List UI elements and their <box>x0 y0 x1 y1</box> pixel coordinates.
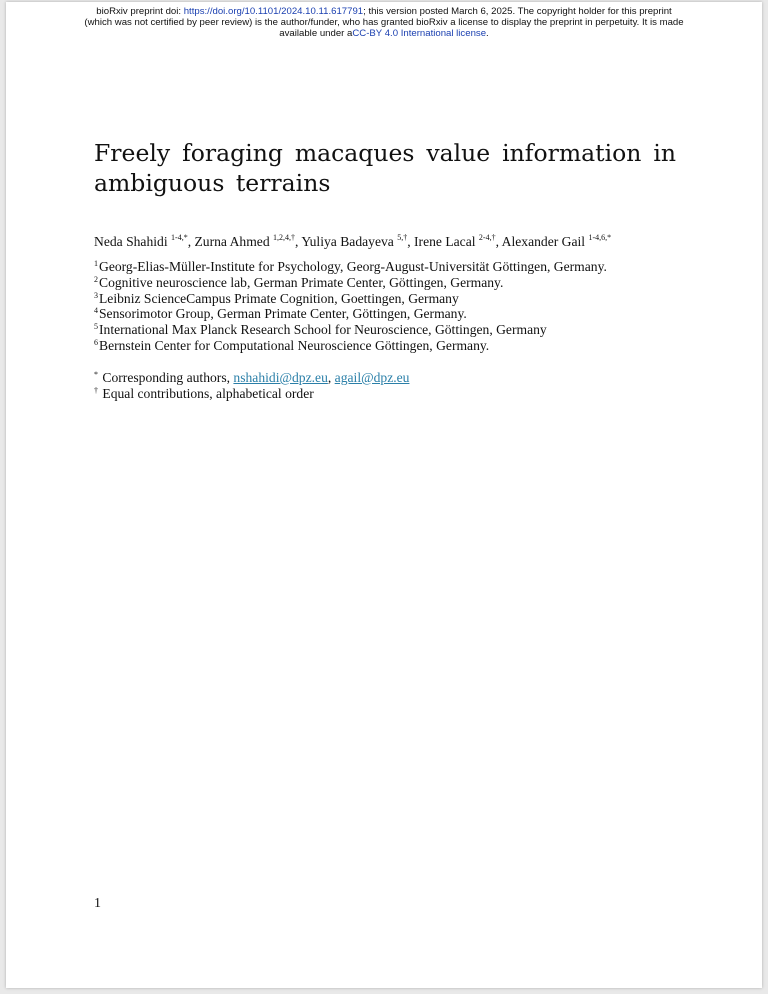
email-link-shahidi[interactable]: nshahidi@dpz.eu <box>233 370 328 385</box>
affiliation-number: 5 <box>94 322 98 332</box>
equal-contribution-note <box>94 386 694 402</box>
affiliation-item <box>94 275 714 291</box>
header-version-text: ; this version posted March 6, 2025. The copyright holder for this preprint <box>363 6 672 17</box>
affiliation-text: Georg-Elias-Müller-Institute for Psychology, Georg-August-Universität Göttingen, Germany. <box>99 259 607 274</box>
author-name: Alexander Gail <box>501 234 586 249</box>
header-line-2: (which was not certified by peer review) is the author/funder, who has granted bioRxiv a license to display the preprint in perpetuity. It is made <box>84 17 684 28</box>
author-affiliation-marks: 5,† <box>397 233 408 242</box>
email-separator: , <box>327 370 335 385</box>
affiliation-text: Sensorimotor Group, German Primate Center, Göttingen, Germany. <box>99 306 467 322</box>
license-link[interactable]: CC-BY 4.0 International license <box>352 28 487 39</box>
affiliation-number: 2 <box>94 274 98 284</box>
author-affiliation-marks: 1-4,6,* <box>588 233 612 242</box>
author-separator: , <box>407 234 415 249</box>
biorxiv-header <box>6 6 762 39</box>
affiliation-number: 1 <box>94 259 98 268</box>
affiliation-text: International Max Planck Research School for Neuroscience, Göttingen, Germany <box>99 322 547 338</box>
author-affiliation-marks: 1,2,4,† <box>273 233 296 242</box>
equal-contribution-mark: † <box>94 385 98 395</box>
affiliation-item <box>94 306 714 322</box>
affiliation-text: Leibniz ScienceCampus Primate Cognition, Goettingen, Germany <box>99 290 459 306</box>
corresponding-mark: * <box>94 370 98 379</box>
header-doi-prefix: bioRxiv preprint doi: <box>96 6 184 17</box>
author-separator: , <box>187 234 195 249</box>
page-number: 1 <box>94 896 101 911</box>
author-notes <box>94 370 694 402</box>
affiliation-item <box>94 291 714 307</box>
author <box>502 234 612 249</box>
author <box>414 234 502 249</box>
author-affiliation-marks: 1-4,* <box>171 233 188 242</box>
affiliation-item <box>94 322 714 338</box>
author-separator: , <box>495 234 502 249</box>
affiliation-number: 3 <box>94 290 98 300</box>
corresponding-author-note <box>94 370 694 386</box>
header-line-3 <box>6 28 762 39</box>
affiliation-number: 6 <box>94 337 98 347</box>
doi-link[interactable]: https://doi.org/10.1101/2024.10.11.617791 <box>183 6 364 17</box>
author-affiliation-marks: 2-4,† <box>478 233 496 242</box>
author-name: Zurna Ahmed <box>194 234 270 249</box>
email-link-gail[interactable]: agail@dpz.eu <box>334 370 410 385</box>
corresponding-label: Corresponding authors, <box>102 370 234 385</box>
header-license-suffix: . <box>486 28 489 39</box>
author-name: Irene Lacal <box>414 234 476 249</box>
affiliation-item <box>94 259 714 275</box>
author-name: Neda Shahidi <box>94 234 168 249</box>
author-separator: , <box>295 234 302 249</box>
author <box>94 234 195 249</box>
affiliation-text: Bernstein Center for Computational Neuroscience Göttingen, Germany. <box>99 337 490 353</box>
affiliation-list <box>94 259 714 354</box>
author-name: Yuliya Badayeva <box>301 234 394 249</box>
header-license-prefix: available under a <box>279 28 353 39</box>
paper-title: Freely foraging macaques value information in ambiguous terrains <box>94 139 676 197</box>
affiliation-number: 4 <box>94 306 98 316</box>
author-list <box>94 233 694 251</box>
affiliation-text: Cognitive neuroscience lab, German Primate Center, Göttingen, Germany. <box>99 274 504 290</box>
author <box>301 234 414 249</box>
header-line-1 <box>6 6 762 17</box>
author <box>195 234 302 249</box>
document-page <box>6 2 762 988</box>
equal-contribution-label: Equal contributions, alphabetical order <box>102 385 314 401</box>
affiliation-item <box>94 338 714 354</box>
